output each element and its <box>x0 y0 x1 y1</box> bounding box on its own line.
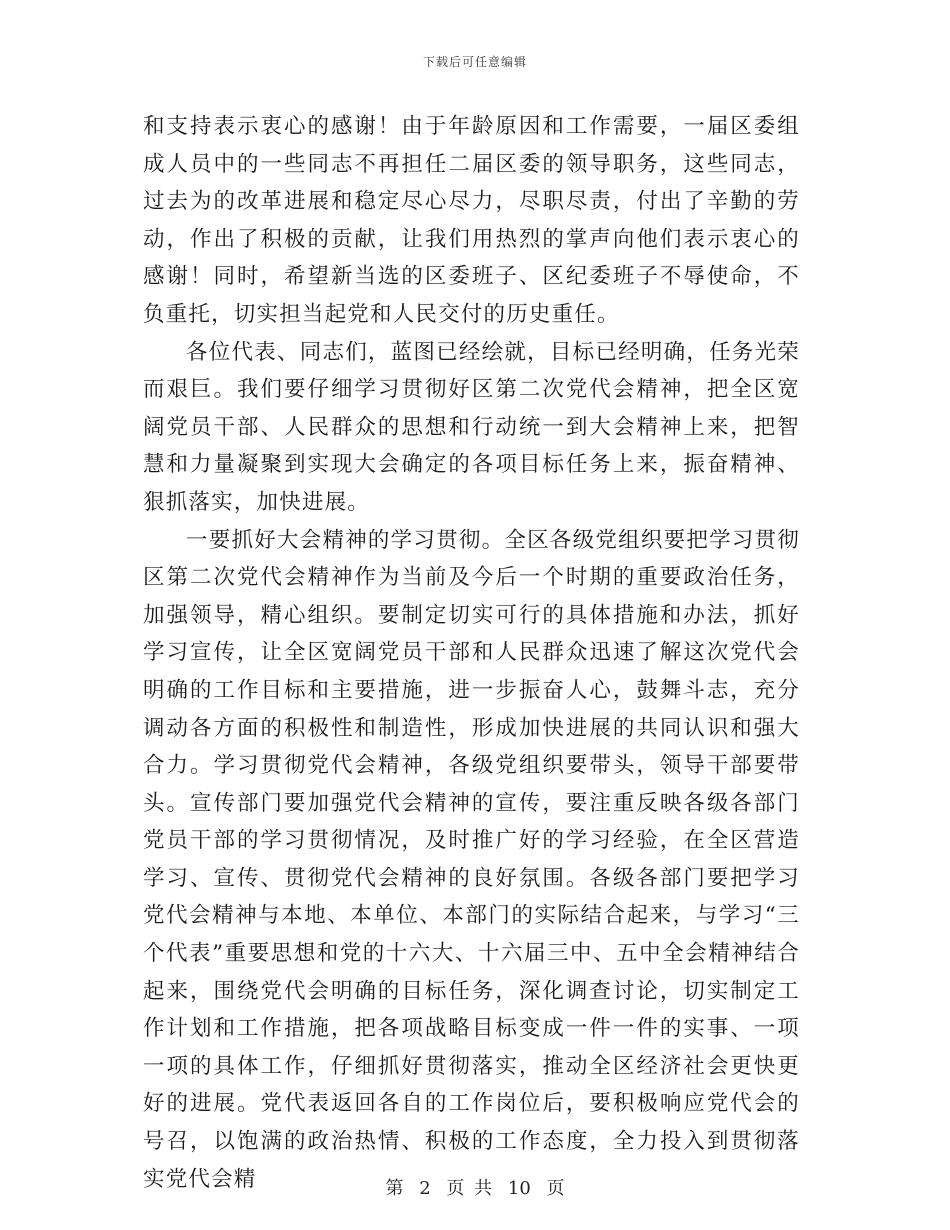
document-body <box>143 108 800 1198</box>
current-page-number: 2 <box>419 1178 431 1199</box>
paragraph-study-implementation: 一要抓好大会精神的学习贯彻。全区各级党组织要把学习贯彻区第二次党代会精神作为当前及今后一个时期的重要政治任务，加强领导，精心组织。要制定切实可行的具体措施和办法，抓好学习宣传，让全区宽阔党员干部和人民群众迅速了解这次党代会明确的工作目标和主要措施，进一步振奋人心，鼓舞斗志，充分调动各方面的积极性和制造性，形成加快进展的共同认识和强大合力。学习贯彻党代会精神，各级党组织要带头，领导干部要带头。宣传部门要加强党代会精神的宣传，要注重反映各级各部门党员干部的学习贯彻情况，及时推广好的学习经验，在全区营造学习、宣传、贯彻党代会精神的良好氛围。各级各部门要把学习党代会精神与本地、本单位、本部门的实际结合起来，与学习“三个代表”重要思想和党的十六大、十六届三中、五中全会精神结合起来，围绕党代会明确的目标任务，深化调查讨论，切实制定工作计划和工作措施，把各项战略目标变成一件一件的实事、一项一项的具体工作，仔细抓好贯彻落实，推动全区经济社会更快更好的进展。党代表返回各自的工作岗位后，要积极响应党代会的号召，以饱满的政治热情、积极的工作态度，全力投入到贯彻落实党代会精 <box>143 527 800 1192</box>
header-note: 下载后可任意编辑 <box>422 55 527 69</box>
page-number-footer <box>0 1174 950 1200</box>
footer-middle: 页 共 <box>446 1178 493 1199</box>
footer-prefix: 第 <box>385 1178 404 1199</box>
footer-suffix: 页 <box>546 1178 565 1199</box>
total-page-number: 10 <box>507 1178 531 1199</box>
paragraph-continuation: 和支持表示衷心的感谢！由于年龄原因和工作需要，一届区委组成人员中的一些同志不再担任二届区委的领导职务，这些同志，过去为的改革进展和稳定尽心尽力，尽职尽责，付出了辛勤的劳动，作出了积极的贡献，让我们用热烈的掌声向他们表示衷心的感谢！同时，希望新当选的区委班子、区纪委班子不辱使命，不负重托，切实担当起党和人民交付的历史重任。 <box>143 114 800 327</box>
paragraph-blueprint: 各位代表、同志们，蓝图已经绘就，目标已经明确，任务光荣而艰巨。我们要仔细学习贯彻好区第二次党代会精神，把全区宽阔党员干部、人民群众的思想和行动统一到大会精神上来，把智慧和力量凝聚到实现大会确定的各项目标任务上来，振奋精神、狠抓落实，加快进展。 <box>143 339 800 515</box>
